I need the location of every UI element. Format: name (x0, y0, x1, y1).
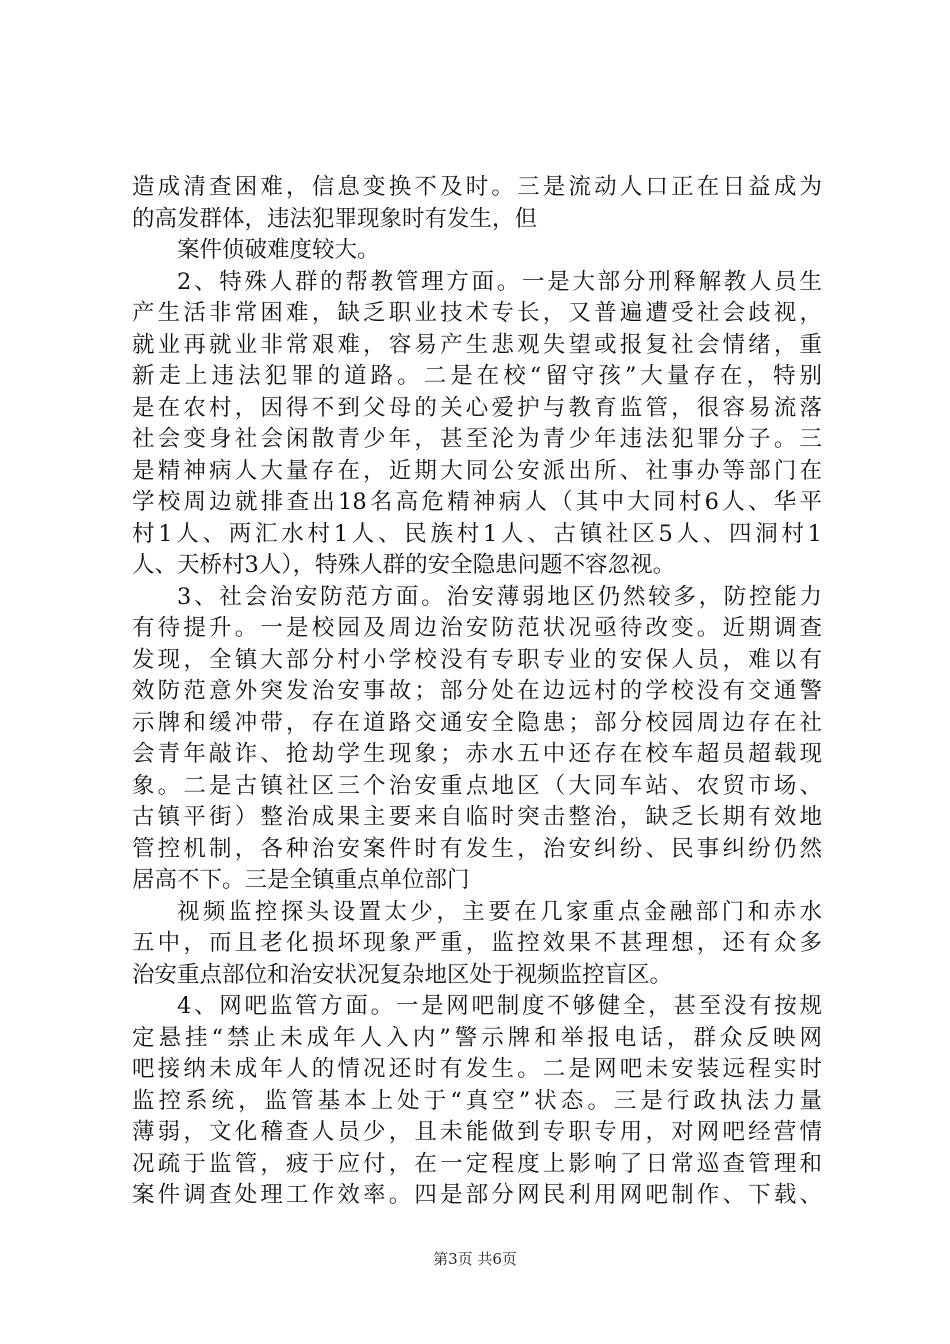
text-line: 发现，全镇大部分村小学校没有专职专业的安保人员，难以有 (132, 646, 822, 673)
text-line: 况疏于监管，疲于应付，在一定程度上影响了日常巡查管理和 (132, 1150, 822, 1177)
text-line: 新走上违法犯罪的道路。二是在校“留守孩”大量存在，特别 (132, 363, 822, 389)
text-line: 村1人、两汇水村1人、民族村1人、古镇社区5人、四洞村1 (132, 520, 822, 547)
text-line: 4、网吧监管方面。一是网吧制度不够健全，甚至没有按规 (177, 993, 822, 1019)
text-line: 是精神病人大量存在，近期大同公安派出所、社事办等部门在 (132, 457, 822, 484)
text-line: 象。二是古镇社区三个治安重点地区（大同车站、农贸市场、 (132, 772, 822, 799)
text-line: 案件调查处理工作效率。四是部分网民利用网吧制作、下载、 (132, 1182, 822, 1208)
text-line: 监控系统，监管基本上处于“真空”状态。三是行政执法力量 (132, 1087, 822, 1114)
text-line: 薄弱，文化稽查人员少，且未能做到专职专用，对网吧经营情 (132, 1119, 822, 1145)
text-line: 案件侦破难度较大。 (177, 237, 380, 263)
text-line: 居高不下。三是全镇重点单位部门 (132, 867, 470, 893)
text-line: 造成清查困难，信息变换不及时。三是流动人口正在日益成为 (132, 174, 822, 200)
text-line: 有待提升。一是校园及周边治安防范状况亟待改变。近期调查 (132, 615, 822, 641)
text-line: 社会变身社会闲散青少年，甚至沦为青少年违法犯罪分子。三 (132, 426, 822, 452)
text-line: 示牌和缓冲带，存在道路交通安全隐患；部分校园周边存在社 (132, 709, 822, 736)
text-line: 会青年敲诈、抢劫学生现象；赤水五中还存在校车超员超载现 (132, 741, 822, 767)
text-line: 管控机制，各种治安案件时有发生，治安纠纷、民事纠纷仍然 (132, 835, 822, 862)
text-line: 吧接纳未成年人的情况还时有发生。二是网吧未安装远程实时 (132, 1056, 822, 1082)
text-line: 治安重点部位和治安状况复杂地区处于视频监控盲区。 (132, 961, 673, 988)
text-line: 3、社会治安防范方面。治安薄弱地区仍然较多，防控能力 (177, 583, 822, 610)
text-line: 产生活非常困难，缺乏职业技术专长，又普遍遭受社会歧视， (132, 300, 822, 326)
text-line: 效防范意外突发治安事故；部分处在边远村的学校没有交通警 (132, 678, 822, 704)
text-line: 学校周边就排查出18名高危精神病人（其中大同村6人、华平 (132, 489, 822, 515)
text-line: 古镇平街）整治成果主要来自临时突击整治，缺乏长期有效地 (132, 804, 822, 830)
text-line: 是在农村，因得不到父母的关心爱护与教育监管，很容易流落 (132, 394, 822, 421)
page-footer: 第3页 共6页 (433, 1250, 517, 1268)
text-line: 视频监控探头设置太少，主要在几家重点金融部门和赤水 (177, 898, 822, 925)
text-line: 人、天桥村3人），特殊人群的安全隐患问题不容忽视。 (132, 552, 676, 578)
text-line: 就业再就业非常艰难，容易产生悲观失望或报复社会情绪，重 (132, 331, 822, 358)
text-line: 五中，而且老化损坏现象严重，监控效果不甚理想，还有众多 (132, 930, 822, 956)
text-line: 的高发群体，违法犯罪现象时有发生，但 (132, 205, 538, 232)
body-text (132, 172, 822, 1212)
text-line: 2、特殊人群的帮教管理方面。一是大部分刑释解教人员生 (177, 268, 822, 295)
text-line: 定悬挂“禁止未成年人入内”警示牌和举报电话，群众反映网 (132, 1024, 822, 1051)
